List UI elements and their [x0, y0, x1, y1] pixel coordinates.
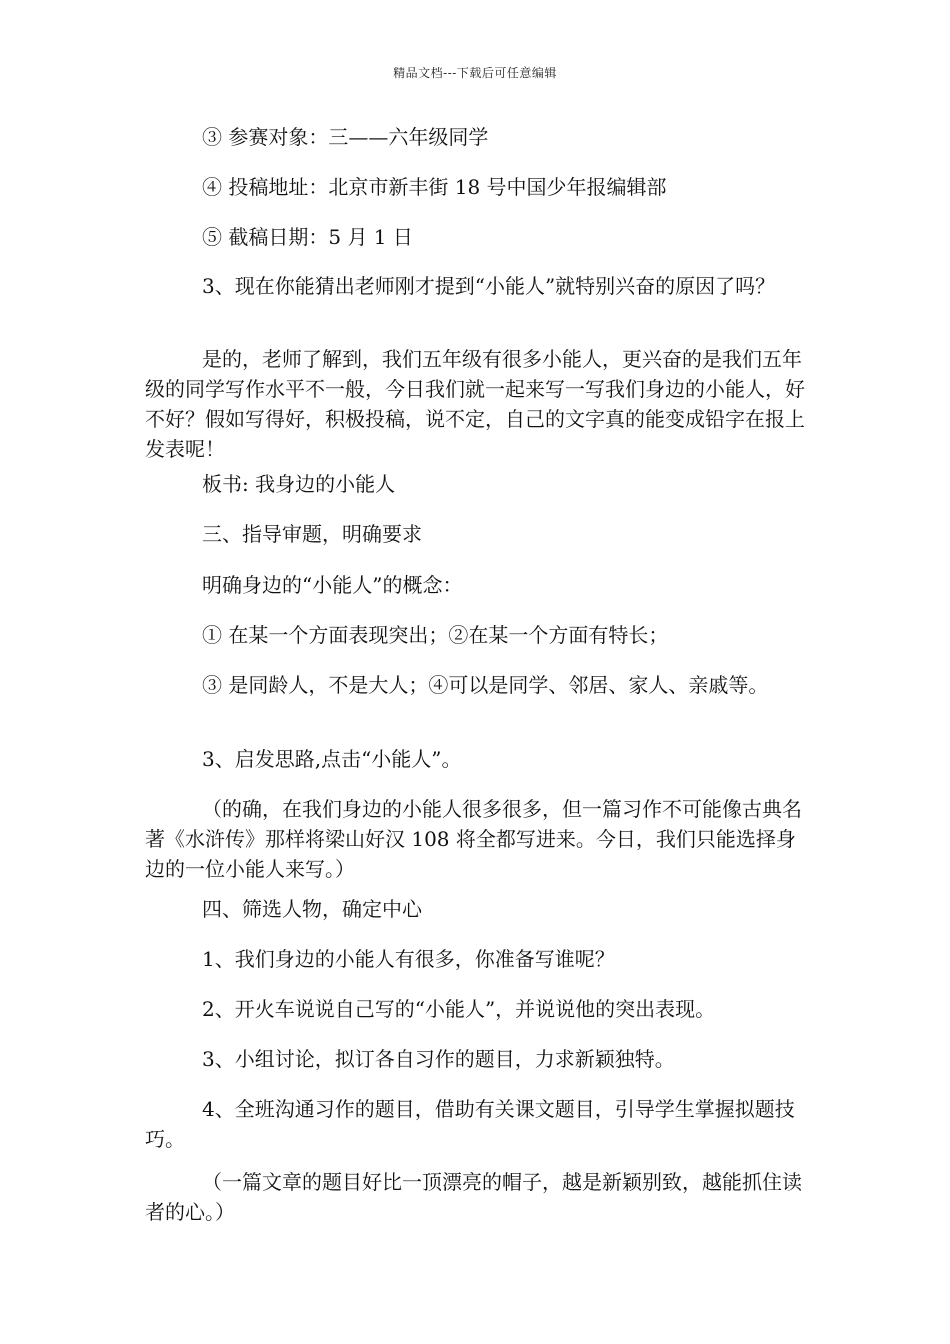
paragraph-13: 四、筛选人物，确定中心	[202, 897, 422, 921]
paragraph-12: （的确，在我们身边的小能人很多很多，但一篇习作不可能像古典名著《水浒传》那样将梁山好汉 108 将全都写进来。今日，我们只能选择身边的一位小能人来写。）	[145, 797, 802, 881]
paragraph-7: 三、指导审题，明确要求	[202, 522, 422, 546]
paragraph-6: 板书: 我身边的小能人	[202, 472, 396, 496]
paragraph-3: ⑤ 截稿日期：5 月 1 日	[202, 225, 413, 249]
paragraph-17: 4、全班沟通习作的题目，借助有关课文题目，引导学生掌握拟题技巧。	[145, 1097, 795, 1151]
paragraph-14: 1、我们身边的小能人有很多，你准备写谁呢？	[202, 947, 615, 971]
paragraph-1: ③ 参赛对象：三——六年级同学	[202, 125, 489, 149]
paragraph-18: （一篇文章的题目好比一顶漂亮的帽子，越是新颖别致，越能抓住读者的心。）	[145, 1170, 802, 1224]
paragraph-11: 3、启发思路,点击“小能人”。	[202, 747, 462, 771]
paragraph-8: 明确身边的“小能人”的概念：	[202, 573, 463, 597]
paragraph-10: ③ 是同龄人，不是大人；④可以是同学、邻居、家人、亲戚等。	[202, 673, 769, 697]
paragraph-15: 2、开火车说说自己写的“小能人”，并说说他的突出表现。	[202, 997, 716, 1021]
paragraph-5: 是的，老师了解到，我们五年级有很多小能人，更兴奋的是我们五年级的同学写作水平不一般，今日我们就一起来写一写我们身边的小能人，好不好？假如写得好，积极投稿，说不定，自己的文字真的能变成铅字在报上发表呢！	[145, 347, 805, 461]
paragraph-16: 3、小组讨论，拟订各自习作的题目，力求新颖独特。	[202, 1047, 675, 1071]
paragraph-2: ④ 投稿地址：北京市新丰街 18 号中国少年报编辑部	[202, 175, 667, 199]
paragraph-9: ① 在某一个方面表现突出；②在某一个方面有特长；	[202, 623, 669, 647]
page-header: 精品文档---下载后可任意编辑	[393, 66, 557, 80]
paragraph-4: 3、现在你能猜出老师刚才提到“小能人”就特别兴奋的原因了吗？	[202, 274, 776, 298]
